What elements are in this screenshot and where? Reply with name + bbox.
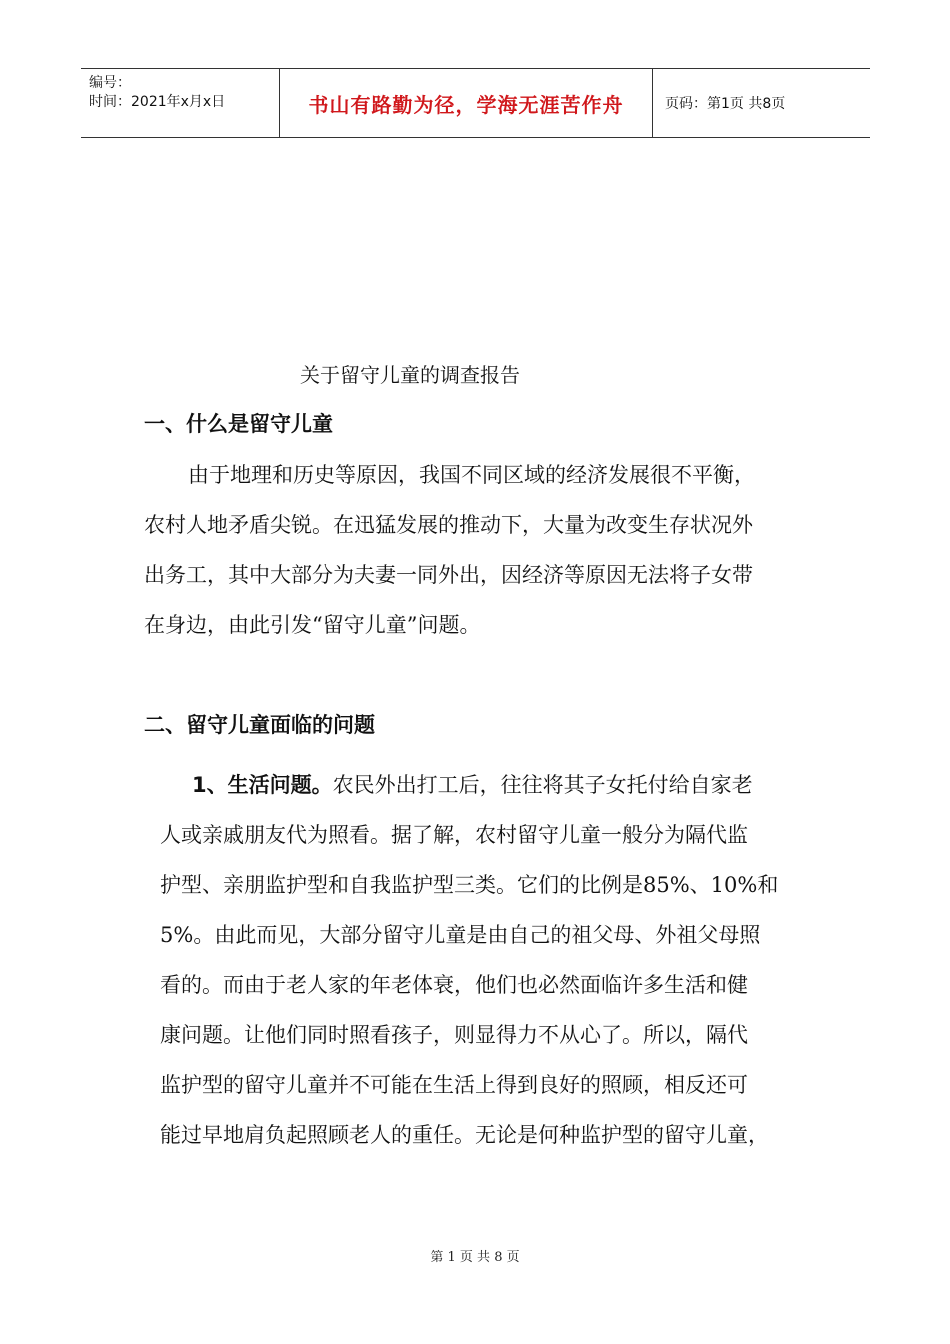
section2-heading: 二、留守儿童面临的问题 — [144, 713, 375, 737]
page-footer: 第 1 页 共 8 页 — [430, 1250, 520, 1265]
document-title: 关于留守儿童的调查报告 — [300, 363, 520, 387]
header-motto: 书山有路勤为径，学海无涯苦作舟 — [308, 92, 624, 117]
header-table — [81, 68, 870, 138]
section2-line-8: 能过早地肩负起照顾老人的重任。无论是何种监护型的留守儿童， — [160, 1123, 769, 1147]
item1-first-line-text: 农民外出打工后，往往将其子女托付给自家老 — [332, 773, 753, 797]
section2-line-6: 康问题。让他们同时照看孩子，则显得力不从心了。所以，隔代 — [160, 1023, 748, 1047]
section1-line-3: 出务工，其中大部分为夫妻一同外出，因经济等原因无法将子女带 — [144, 563, 753, 587]
header-left-cell — [81, 69, 280, 137]
section2-line-3: 护型、亲朋监护型和自我监护型三类。它们的比例是85%、10%和 — [160, 873, 779, 897]
document-code-label: 编号： — [89, 75, 131, 91]
document-time-label: 时间：2021年x月x日 — [89, 94, 226, 110]
header-page-info: 页码：第1页 共8页 — [665, 96, 786, 112]
section2-item1-line-1 — [192, 769, 753, 799]
section2-line-4: 5%。由此而见，大部分留守儿童是由自己的祖父母、外祖父母照 — [160, 923, 761, 947]
section1-line-4: 在身边，由此引发“留守儿童”问题。 — [144, 613, 481, 637]
section1-line-1: 由于地理和历史等原因，我国不同区域的经济发展很不平衡， — [188, 463, 755, 487]
section2-line-2: 人或亲戚朋友代为照看。据了解，农村留守儿童一般分为隔代监 — [160, 823, 748, 847]
header-right-cell — [653, 69, 870, 137]
section2-line-5: 看的。而由于老人家的年老体衰，他们也必然面临许多生活和健 — [160, 973, 748, 997]
header-mid-cell — [280, 69, 653, 137]
section1-heading: 一、什么是留守儿童 — [144, 412, 333, 436]
section1-line-2: 农村人地矛盾尖锐。在迅猛发展的推动下，大量为改变生存状况外 — [144, 513, 753, 537]
item1-label: 1、生活问题。 — [192, 773, 333, 797]
section2-line-7: 监护型的留守儿童并不可能在生活上得到良好的照顾，相反还可 — [160, 1073, 748, 1097]
